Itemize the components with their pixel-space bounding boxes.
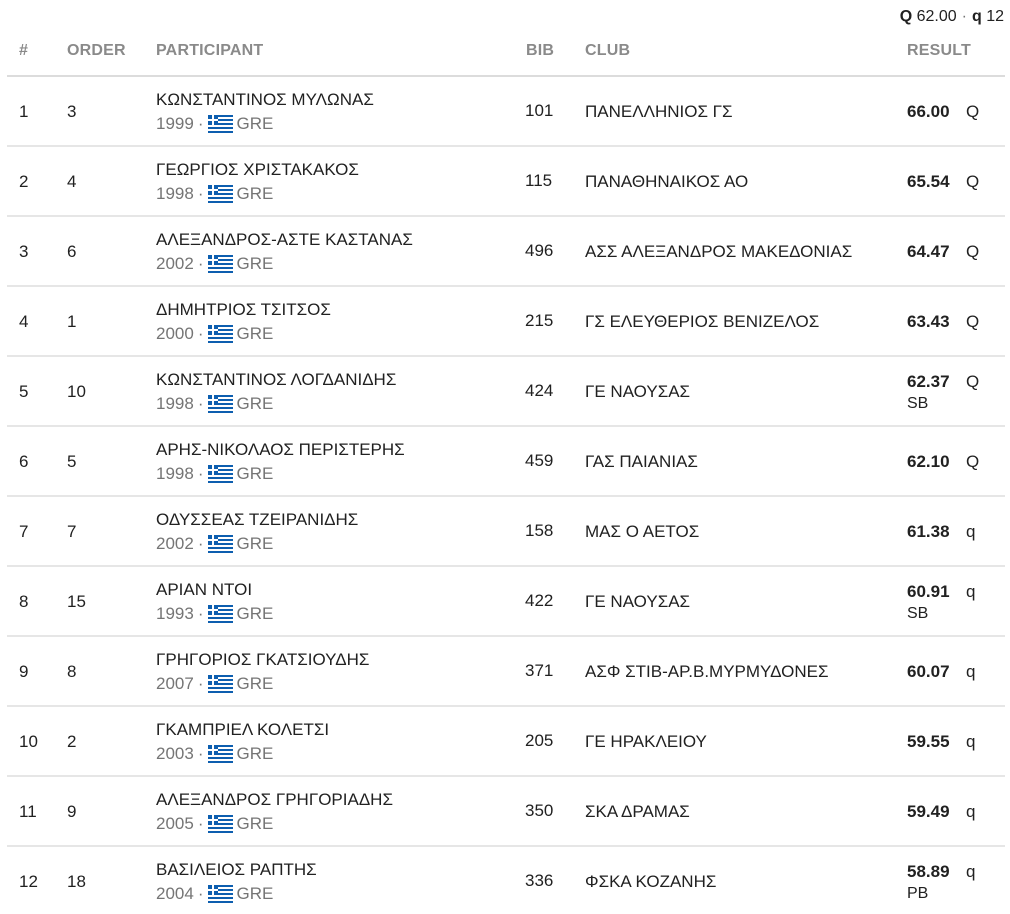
meta-separator: · — [197, 184, 204, 203]
country-code: GRE — [236, 744, 274, 763]
rank-cell: 7 — [19, 522, 29, 541]
club-cell: ΠΑΝΑΘΗΝΑΙΚΟΣ ΑΟ — [585, 172, 749, 191]
result-value: 60.91 — [907, 582, 950, 601]
qualification-mark: Q — [966, 452, 980, 471]
country-code: GRE — [236, 114, 274, 133]
country-code: GRE — [236, 464, 274, 483]
order-cell: 3 — [67, 102, 77, 121]
participant-name[interactable]: ΓΕΩΡΓΙΟΣ ΧΡΙΣΤΑΚΑΚΟΣ — [156, 160, 359, 179]
club-cell: ΣΚΑ ΔΡΑΜΑΣ — [585, 802, 690, 821]
table-body — [7, 77, 1005, 914]
club-cell: ΓΕ ΗΡΑΚΛΕΙΟΥ — [585, 732, 707, 751]
qualification-mark: q — [966, 802, 976, 821]
club-cell: ΑΣΦ ΣΤΙΒ-ΑΡ.Β.ΜΥΡΜΥΔΟΝΕΣ — [585, 662, 829, 681]
country-code: GRE — [236, 324, 274, 343]
country-code: GRE — [236, 184, 274, 203]
result-value: 62.37 — [907, 372, 950, 391]
bib-cell: 496 — [525, 241, 554, 260]
table-row[interactable] — [7, 777, 1005, 847]
meta-separator: · — [197, 254, 204, 273]
club-cell: ΓΑΣ ΠΑΙΑΝΙΑΣ — [585, 452, 698, 471]
order-cell: 7 — [67, 522, 77, 541]
participant-meta — [156, 884, 273, 904]
table-row[interactable] — [7, 567, 1005, 637]
order-cell: 9 — [67, 802, 77, 821]
result-value: 64.47 — [907, 242, 950, 261]
greece-flag-icon — [208, 885, 233, 903]
meta-separator: · — [197, 324, 204, 343]
order-cell: 18 — [67, 872, 86, 891]
meta-separator: · — [197, 114, 204, 133]
participant-name[interactable]: ΓΡΗΓΟΡΙΟΣ ΓΚΑΤΣΙΟΥΔΗΣ — [156, 650, 370, 669]
col-header-club: CLUB — [585, 42, 631, 59]
result-value: 66.00 — [907, 102, 950, 121]
record-mark: SB — [907, 605, 929, 622]
participant-meta — [156, 254, 273, 274]
birth-year: 2007 — [156, 674, 194, 693]
rank-cell: 6 — [19, 452, 29, 471]
bib-cell: 371 — [525, 661, 554, 680]
col-header-result: RESULT — [907, 42, 972, 59]
table-row[interactable] — [7, 497, 1005, 567]
birth-year: 1998 — [156, 184, 194, 203]
order-cell: 4 — [67, 172, 77, 191]
order-cell: 1 — [67, 312, 77, 331]
bib-cell: 101 — [525, 101, 554, 120]
bib-cell: 158 — [525, 521, 554, 540]
meta-separator: · — [197, 674, 204, 693]
rank-cell: 10 — [19, 732, 38, 751]
order-cell: 6 — [67, 242, 77, 261]
greece-flag-icon — [208, 185, 233, 203]
rank-cell: 9 — [19, 662, 29, 681]
country-code: GRE — [236, 674, 274, 693]
greece-flag-icon — [208, 325, 233, 343]
birth-year: 2003 — [156, 744, 194, 763]
country-code: GRE — [236, 394, 274, 413]
participant-meta — [156, 114, 273, 134]
rank-cell: 12 — [19, 872, 38, 891]
participant-meta — [156, 394, 273, 414]
table-row[interactable] — [7, 427, 1005, 497]
result-value: 61.38 — [907, 522, 950, 541]
greece-flag-icon — [208, 815, 233, 833]
col-header-order: ORDER — [67, 42, 126, 59]
greece-flag-icon — [208, 675, 233, 693]
rank-cell: 1 — [19, 102, 29, 121]
participant-name[interactable]: ΟΔΥΣΣΕΑΣ ΤΖΕΙΡΑΝΙΔΗΣ — [156, 510, 359, 529]
participant-meta — [156, 184, 273, 204]
table-header — [7, 26, 1005, 77]
meta-separator: · — [197, 814, 204, 833]
col-header-participant: PARTICIPANT — [156, 42, 264, 59]
meta-separator: · — [197, 394, 204, 413]
participant-meta — [156, 534, 273, 554]
participant-meta — [156, 604, 273, 624]
q-small-value: 12 — [986, 8, 1004, 25]
participant-meta — [156, 744, 273, 764]
club-cell: ΓΕ ΝΑΟΥΣΑΣ — [585, 592, 691, 611]
table-row[interactable] — [7, 357, 1005, 427]
table-row[interactable] — [7, 637, 1005, 707]
result-value: 59.49 — [907, 802, 950, 821]
club-cell: ΓΕ ΝΑΟΥΣΑΣ — [585, 382, 691, 401]
country-code: GRE — [236, 254, 274, 273]
order-cell: 5 — [67, 452, 77, 471]
participant-name[interactable]: ΚΩΝΣΤΑΝΤΙΝΟΣ ΜΥΛΩΝΑΣ — [156, 90, 374, 109]
order-cell: 2 — [67, 732, 77, 751]
qualification-mark: q — [966, 582, 976, 601]
rank-cell: 5 — [19, 382, 29, 401]
participant-name[interactable]: ΑΛΕΞΑΝΔΡΟΣ ΓΡΗΓΟΡΙΑΔΗΣ — [156, 790, 393, 809]
club-cell: ΠΑΝΕΛΛΗΝΙΟΣ ΓΣ — [585, 102, 733, 121]
qualification-standard — [900, 8, 1004, 26]
country-code: GRE — [236, 884, 274, 903]
order-cell: 10 — [67, 382, 86, 401]
q-big-value: 62.00 — [916, 8, 957, 25]
participant-name[interactable]: ΚΩΝΣΤΑΝΤΙΝΟΣ ΛΟΓΔΑΝΙΔΗΣ — [156, 370, 397, 389]
participant-meta — [156, 674, 273, 694]
rank-cell: 4 — [19, 312, 29, 331]
bib-cell: 205 — [525, 731, 554, 750]
bib-cell: 115 — [525, 171, 553, 190]
greece-flag-icon — [208, 535, 233, 553]
qualification-mark: q — [966, 522, 976, 541]
greece-flag-icon — [208, 255, 233, 273]
rank-cell: 3 — [19, 242, 29, 261]
club-cell: ΑΣΣ ΑΛΕΞΑΝΔΡΟΣ ΜΑΚΕΔΟΝΙΑΣ — [585, 242, 853, 261]
birth-year: 2004 — [156, 884, 194, 903]
order-cell: 15 — [67, 592, 86, 611]
birth-year: 2000 — [156, 324, 194, 343]
col-header-bib: BIB — [526, 42, 555, 59]
qualification-separator: · — [961, 8, 967, 25]
participant-name[interactable]: ΑΛΕΞΑΝΔΡΟΣ-ΑΣΤΕ ΚΑΣΤΑΝΑΣ — [156, 230, 413, 249]
table-row[interactable] — [7, 847, 1005, 914]
table-row[interactable] — [7, 217, 1005, 287]
greece-flag-icon — [208, 395, 233, 413]
rank-cell: 11 — [19, 802, 37, 821]
bib-cell: 422 — [525, 591, 554, 610]
participant-name[interactable]: ΔΗΜΗΤΡΙΟΣ ΤΣΙΤΣΟΣ — [156, 300, 331, 319]
qualification-mark: q — [966, 662, 976, 681]
participant-name[interactable]: ΓΚΑΜΠΡΙΕΛ ΚΟΛΕΤΣΙ — [156, 720, 330, 739]
result-value: 60.07 — [907, 662, 950, 681]
birth-year: 1998 — [156, 464, 194, 483]
bib-cell: 336 — [525, 871, 554, 890]
order-cell: 8 — [67, 662, 77, 681]
qualification-mark: Q — [966, 372, 980, 391]
meta-separator: · — [197, 884, 204, 903]
greece-flag-icon — [208, 465, 233, 483]
qualification-mark: Q — [966, 312, 980, 331]
qualification-mark: Q — [966, 242, 980, 261]
participant-name[interactable]: ΒΑΣΙΛΕΙΟΣ ΡΑΠΤΗΣ — [156, 860, 317, 879]
birth-year: 1999 — [156, 114, 194, 133]
record-mark: PB — [907, 885, 929, 902]
birth-year: 1998 — [156, 394, 194, 413]
table-row[interactable] — [7, 287, 1005, 357]
qualification-mark: q — [966, 862, 976, 881]
participant-name[interactable]: ΑΡΗΣ-ΝΙΚΟΛΑΟΣ ΠΕΡΙΣΤΕΡΗΣ — [156, 440, 405, 459]
meta-separator: · — [197, 464, 204, 483]
table-row[interactable] — [7, 77, 1005, 147]
result-value: 58.89 — [907, 862, 950, 881]
birth-year: 1993 — [156, 604, 194, 623]
greece-flag-icon — [208, 605, 233, 623]
result-value: 63.43 — [907, 312, 950, 331]
col-header-rank: # — [19, 42, 29, 59]
table-row[interactable] — [7, 707, 1005, 777]
greece-flag-icon — [208, 745, 233, 763]
bib-cell: 350 — [525, 801, 554, 820]
meta-separator: · — [197, 534, 204, 553]
participant-meta — [156, 464, 273, 484]
club-cell: ΓΣ ΕΛΕΥΘΕΡΙΟΣ ΒΕΝΙΖΕΛΟΣ — [585, 312, 820, 331]
meta-separator: · — [197, 604, 204, 623]
bib-cell: 424 — [525, 381, 554, 400]
qualification-mark: Q — [966, 102, 980, 121]
birth-year: 2005 — [156, 814, 194, 833]
meta-separator: · — [197, 744, 204, 763]
q-small-label: q — [971, 8, 982, 25]
result-value: 62.10 — [907, 452, 950, 471]
club-cell: ΦΣΚΑ ΚΟΖΑΝΗΣ — [585, 872, 717, 891]
participant-name[interactable]: ΑΡΙΑΝ ΝΤΟΙ — [156, 580, 253, 599]
country-code: GRE — [236, 534, 274, 553]
greece-flag-icon — [208, 115, 233, 133]
results-table — [7, 26, 1005, 914]
country-code: GRE — [236, 814, 274, 833]
q-big-label: Q — [899, 8, 913, 25]
qualification-mark: Q — [966, 172, 980, 191]
bib-cell: 215 — [525, 311, 554, 330]
bib-cell: 459 — [525, 451, 554, 470]
birth-year: 2002 — [156, 254, 194, 273]
participant-meta — [156, 814, 273, 834]
country-code: GRE — [236, 604, 274, 623]
result-value: 65.54 — [907, 172, 950, 191]
club-cell: ΜΑΣ Ο ΑΕΤΟΣ — [585, 522, 700, 541]
table-row[interactable] — [7, 147, 1005, 217]
birth-year: 2002 — [156, 534, 194, 553]
record-mark: SB — [907, 395, 929, 412]
qualification-mark: q — [966, 732, 976, 751]
participant-meta — [156, 324, 273, 344]
rank-cell: 2 — [19, 172, 29, 191]
rank-cell: 8 — [19, 592, 29, 611]
result-value: 59.55 — [907, 732, 950, 751]
